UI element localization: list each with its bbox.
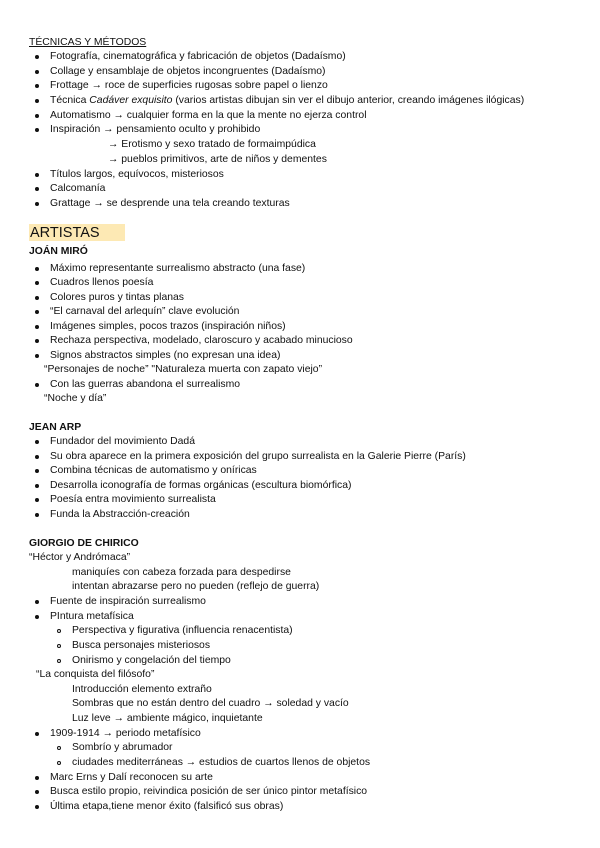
artwork-title: “Héctor y Andrómaca” (29, 552, 131, 563)
list-item: Fotografía, cinematográfica y fabricación de objetos (Dadaísmo) (50, 51, 346, 62)
sub-item: Perspectiva y figurativa (influencia renacentista) (72, 625, 293, 636)
sub-line: Introducción elemento extraño (72, 684, 212, 695)
sub-bullet (57, 644, 61, 648)
bullet (35, 790, 39, 794)
sub-bullet (57, 629, 61, 633)
sub-bullet (57, 659, 61, 663)
bullet (35, 70, 39, 74)
bullet (35, 776, 39, 780)
list-item: Poesía entra movimiento surrealista (50, 494, 216, 505)
list-item: Calcomanía (50, 183, 106, 194)
bullet (35, 383, 39, 387)
list-item: Combina técnicas de automatismo y oníricas (50, 465, 257, 476)
bullet (35, 484, 39, 488)
note-line: “Personajes de noche” "Naturaleza muerta con zapato viejo” (44, 364, 323, 375)
bullet (35, 55, 39, 59)
sub-line: maniquíes con cabeza forzada para despedirse (72, 567, 291, 578)
bullet (35, 339, 39, 343)
bullet (35, 99, 39, 103)
list-item: Fundador del movimiento Dadá (50, 436, 195, 447)
list-item: Colores puros y tintas planas (50, 292, 184, 303)
list-item: Collage y ensamblaje de objetos incongruentes (Dadaísmo) (50, 66, 326, 77)
list-item: Funda la Abstracción-creación (50, 509, 190, 520)
bullet (35, 469, 39, 473)
list-item: Desarrolla iconografía de formas orgánicas (escultura biomórfica) (50, 480, 352, 491)
bullet (35, 202, 39, 206)
bullet (35, 354, 39, 358)
list-item: Fuente de inspiración surrealismo (50, 596, 206, 607)
bullet (35, 615, 39, 619)
tecnicas-heading: TÉCNICAS Y MÉTODOS (29, 37, 147, 48)
sub-line: Luz leve → ambiente mágico, inquietante (72, 713, 263, 724)
miro-name: JOÁN MIRÓ (29, 246, 88, 257)
bullet (35, 296, 39, 300)
list-item: 1909-1914 → periodo metafísico (50, 728, 201, 739)
bullet (35, 187, 39, 191)
tecnica-prefix: Técnica (50, 95, 90, 106)
tecnica-italic: Cadáver exquisito (89, 95, 173, 106)
list-item: PIntura metafísica (50, 611, 134, 622)
list-item: Títulos largos, equívocos, misteriosos (50, 169, 224, 180)
list-item: Busca estilo propio, reivindica posición de ser único pintor metafísico (50, 786, 368, 797)
bullet (35, 128, 39, 132)
bullet (35, 281, 39, 285)
bullet (35, 600, 39, 604)
list-item: Frottage → roce de superficies rugosas sobre papel o lienzo (50, 80, 328, 91)
list-item: Automatismo → cualquier forma en la que la mente no ejerza control (50, 110, 367, 121)
list-item: Imágenes simples, pocos trazos (inspiración niños) (50, 321, 286, 332)
list-item: Cuadros llenos poesía (50, 277, 154, 288)
arp-name: JEAN ARP (29, 422, 82, 433)
list-item: Marc Erns y Dalí reconocen su arte (50, 772, 213, 783)
bullet (35, 173, 39, 177)
bullet (35, 805, 39, 809)
bullet (35, 310, 39, 314)
tecnica-rest: (varios artistas dibujan sin ver el dibujo anterior, creando imágenes ilógicas) (172, 95, 525, 106)
bullet (35, 325, 39, 329)
sub-bullet (57, 746, 61, 750)
list-item: Grattage → se desprende una tela creando texturas (50, 198, 290, 209)
sub-line: intentan abrazarse pero no pueden (reflejo de guerra) (72, 581, 320, 592)
chirico-name: GIORGIO DE CHIRICO (29, 538, 139, 549)
bullet (35, 84, 39, 88)
list-item: Máximo representante surrealismo abstracto (una fase) (50, 263, 306, 274)
sub-line: Sombras que no están dentro del cuadro → soledad y vacío (72, 698, 349, 709)
list-item: Con las guerras abandona el surrealismo (50, 379, 241, 390)
artistas-heading: ARTISTAS (30, 225, 100, 241)
list-item: Rechaza perspectiva, modelado, claroscuro y acabado minucioso (50, 335, 353, 346)
bullet (35, 114, 39, 118)
sub-bullet (57, 761, 61, 765)
list-item-cadaver-exquisito (50, 94, 524, 107)
note-line: “Noche y día” (44, 393, 107, 404)
list-item: Signos abstractos simples (no expresan una idea) (50, 350, 281, 361)
bullet (35, 513, 39, 517)
bullet (35, 732, 39, 736)
list-item: Su obra aparece en la primera exposición del grupo surrealista en la Galerie Pierre (París) (50, 451, 466, 462)
list-item: “El carnaval del arlequín” clave evolución (50, 306, 240, 317)
bullet (35, 498, 39, 502)
sub-item: Onirismo y congelación del tiempo (72, 655, 231, 666)
sub-line: → Erotismo y sexo tratado de formaimpúdica (108, 139, 316, 150)
list-item: Última etapa,tiene menor éxito (falsificó sus obras) (50, 801, 284, 812)
artwork-title: “La conquista del filósofo” (36, 669, 155, 680)
sub-item: ciudades mediterráneas → estudios de cuartos llenos de objetos (72, 757, 371, 768)
bullet (35, 440, 39, 444)
sub-item: Sombrío y abrumador (72, 742, 173, 753)
bullet (35, 455, 39, 459)
sub-line: → pueblos primitivos, arte de niños y dementes (108, 154, 327, 165)
bullet (35, 267, 39, 271)
list-item: Inspiración → pensamiento oculto y prohibido (50, 124, 261, 135)
sub-item: Busca personajes misteriosos (72, 640, 211, 651)
